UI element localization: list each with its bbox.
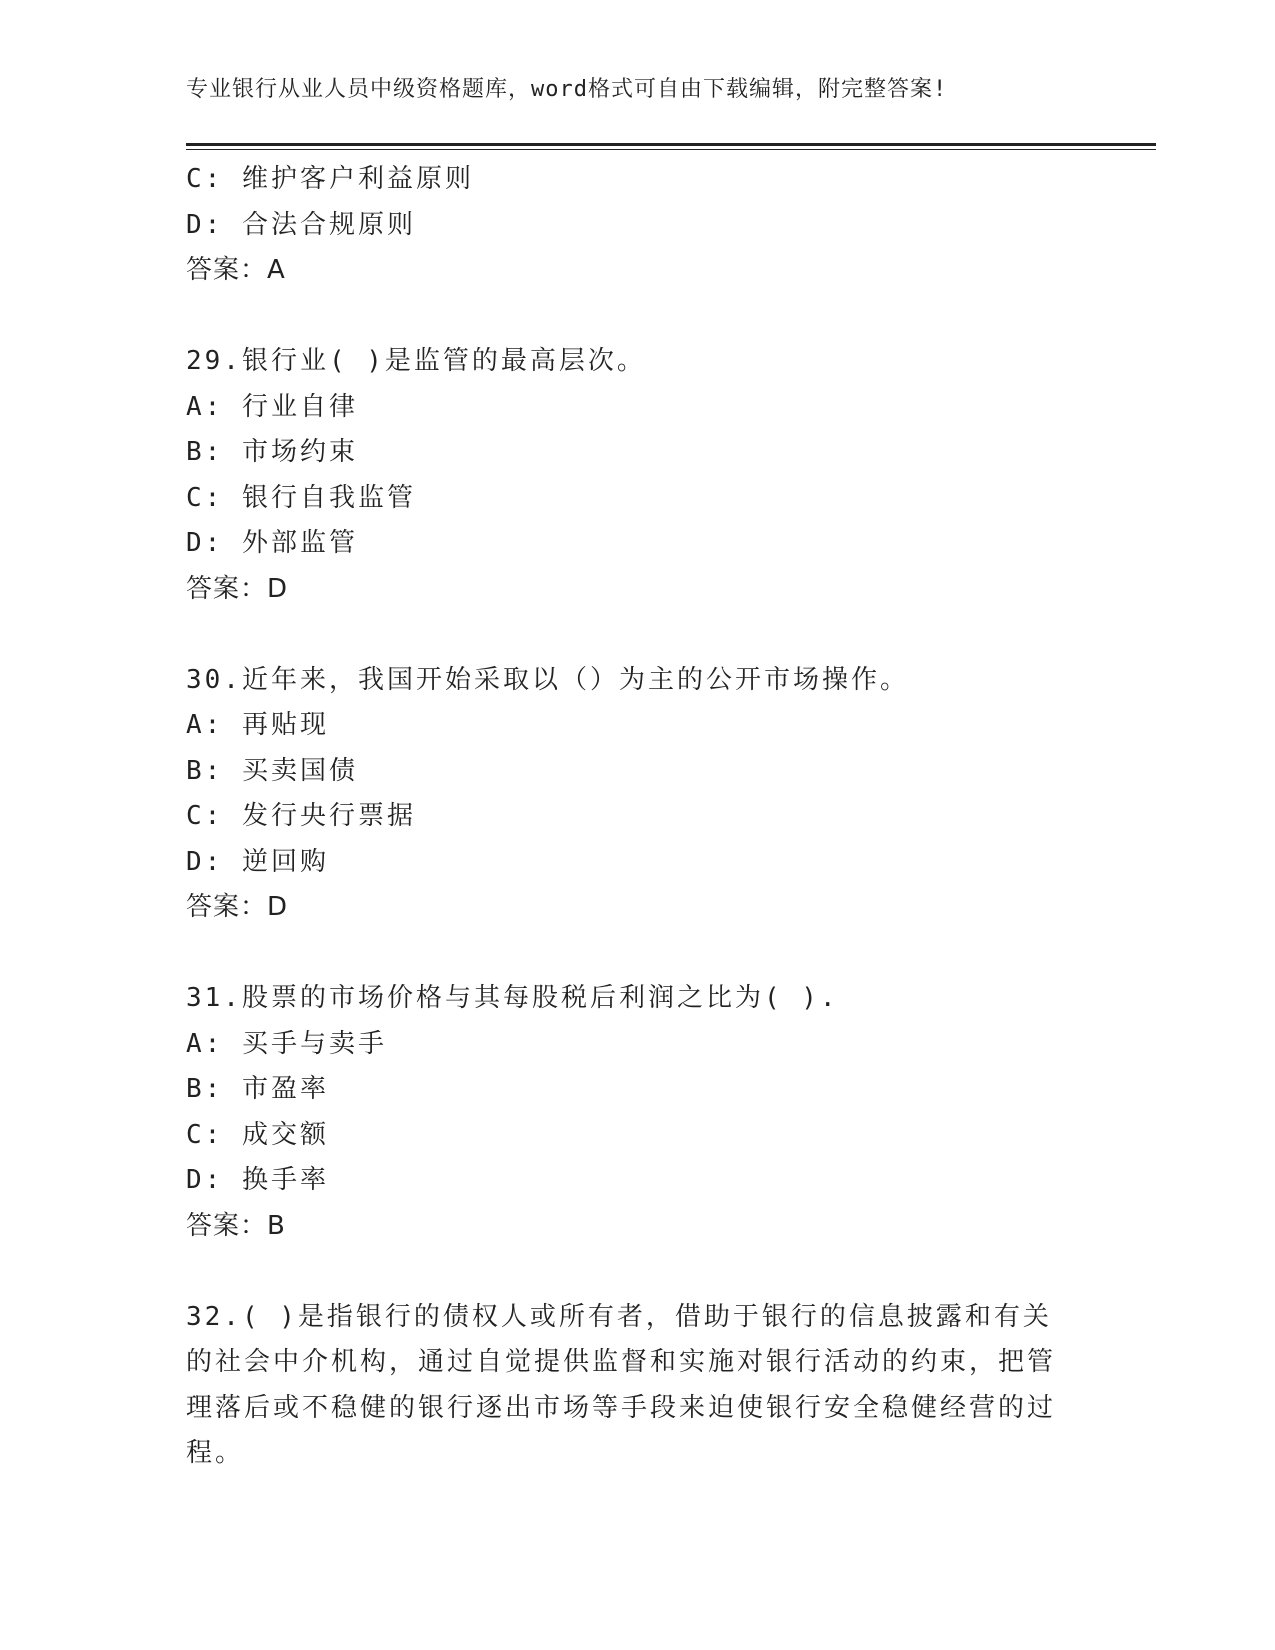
option-c: C: 维护客户利益原则 [186, 164, 474, 194]
question-stem: 31.股票的市场价格与其每股税后利润之比为( ). [186, 983, 839, 1013]
option-c: C: 发行央行票据 [186, 801, 416, 831]
option-b: B: 市场约束 [186, 437, 358, 467]
option-b: B: 市盈率 [186, 1074, 329, 1104]
header-rule-thick [186, 143, 1156, 146]
question-stem: 32.( )是指银行的债权人或所有者，借助于银行的信息披露和有关的社会中介机构，通过自觉提供监督和实施对银行活动的约束，把管理落后或不稳健的银行逐出市场等手段来迫使银行安全稳健经营的过程。 [186, 1301, 1057, 1468]
option-a: A: 再贴现 [186, 710, 329, 740]
option-c: C: 银行自我监管 [186, 482, 416, 513]
option-d: D: 逆回购 [186, 846, 329, 877]
option-d: D: 外部监管 [186, 528, 358, 558]
answer: 答案：A [186, 255, 286, 285]
option-a: A: 买手与卖手 [186, 1028, 387, 1059]
question-stem: 30.近年来，我国开始采取以（）为主的公开市场操作。 [186, 664, 909, 695]
question-stem: 29.银行业( )是监管的最高层次。 [186, 346, 646, 376]
page-header: 专业银行从业人员中级资格题库，word格式可自由下载编辑，附完整答案! [186, 77, 948, 102]
option-d: D: 合法合规原则 [186, 209, 416, 240]
option-c: C: 成交额 [186, 1119, 329, 1150]
header-rule-thin [186, 149, 1156, 150]
option-b: B: 买卖国债 [186, 755, 358, 786]
option-d: D: 换手率 [186, 1165, 329, 1195]
answer: 答案：B [186, 1210, 286, 1241]
answer: 答案：D [186, 892, 289, 922]
answer: 答案：D [186, 573, 289, 604]
option-a: A: 行业自律 [186, 391, 358, 422]
question-content [186, 157, 1076, 1477]
